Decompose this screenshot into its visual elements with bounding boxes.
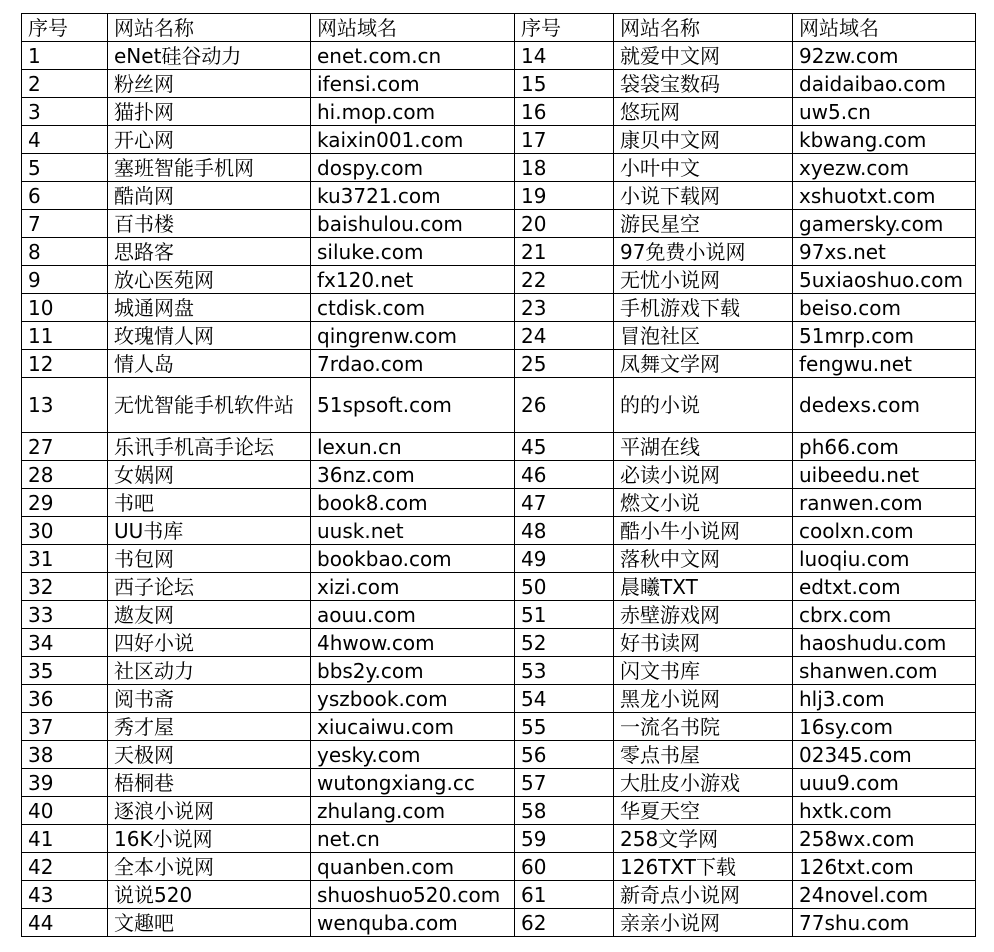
- site-name-cell: 燃文小说: [614, 489, 793, 517]
- index-cell: 34: [22, 629, 108, 657]
- site-domain-cell: baishulou.com: [311, 210, 515, 238]
- index-cell: 39: [22, 769, 108, 797]
- index-cell: 48: [515, 517, 614, 545]
- site-domain-cell: book8.com: [311, 489, 515, 517]
- site-domain-cell: 5uxiaoshuo.com: [793, 266, 976, 294]
- site-domain-cell: aouu.com: [311, 601, 515, 629]
- index-cell: 22: [515, 266, 614, 294]
- index-cell: 27: [22, 433, 108, 461]
- site-name-cell: 一流名书院: [614, 713, 793, 741]
- site-name-cell: 无忧智能手机软件站: [108, 378, 311, 433]
- table-row: [22, 378, 976, 433]
- table-row: [22, 713, 976, 741]
- site-domain-cell: wenquba.com: [311, 909, 515, 937]
- site-name-cell: 游民星空: [614, 210, 793, 238]
- site-name-cell: 梧桐巷: [108, 769, 311, 797]
- index-cell: 45: [515, 433, 614, 461]
- index-cell: 59: [515, 825, 614, 853]
- table-row: [22, 266, 976, 294]
- site-name-cell: 开心网: [108, 126, 311, 154]
- site-name-cell: 97免费小说网: [614, 238, 793, 266]
- site-name-cell: 新奇点小说网: [614, 881, 793, 909]
- site-domain-cell: quanben.com: [311, 853, 515, 881]
- site-domain-cell: xizi.com: [311, 573, 515, 601]
- site-name-cell: 好书读网: [614, 629, 793, 657]
- site-name-cell: 乐讯手机高手论坛: [108, 433, 311, 461]
- site-domain-cell: luoqiu.com: [793, 545, 976, 573]
- site-domain-cell: uusk.net: [311, 517, 515, 545]
- header-site-name-right: 网站名称: [614, 14, 793, 42]
- site-name-cell: 四好小说: [108, 629, 311, 657]
- header-index-left: 序号: [22, 14, 108, 42]
- table-row: [22, 154, 976, 182]
- index-cell: 1: [22, 42, 108, 70]
- site-domain-cell: dedexs.com: [793, 378, 976, 433]
- index-cell: 23: [515, 294, 614, 322]
- index-cell: 54: [515, 685, 614, 713]
- site-domain-cell: cbrx.com: [793, 601, 976, 629]
- table-row: [22, 489, 976, 517]
- index-cell: 42: [22, 853, 108, 881]
- index-cell: 44: [22, 909, 108, 937]
- site-name-cell: 阅书斋: [108, 685, 311, 713]
- site-name-cell: 书吧: [108, 489, 311, 517]
- site-name-cell: 平湖在线: [614, 433, 793, 461]
- index-cell: 28: [22, 461, 108, 489]
- site-domain-cell: shuoshuo520.com: [311, 881, 515, 909]
- site-name-cell: 大肚皮小游戏: [614, 769, 793, 797]
- table-row: [22, 629, 976, 657]
- site-domain-cell: 24novel.com: [793, 881, 976, 909]
- site-domain-cell: uibeedu.net: [793, 461, 976, 489]
- table-body: [22, 42, 976, 937]
- header-site-domain-left: 网站域名: [311, 14, 515, 42]
- index-cell: 13: [22, 378, 108, 433]
- index-cell: 62: [515, 909, 614, 937]
- index-cell: 3: [22, 98, 108, 126]
- site-name-cell: 情人岛: [108, 350, 311, 378]
- index-cell: 33: [22, 601, 108, 629]
- index-cell: 26: [515, 378, 614, 433]
- index-cell: 32: [22, 573, 108, 601]
- table-row: [22, 601, 976, 629]
- website-table: [21, 13, 976, 937]
- site-name-cell: UU书库: [108, 517, 311, 545]
- site-name-cell: 遨友网: [108, 601, 311, 629]
- table-row: [22, 685, 976, 713]
- site-domain-cell: xiucaiwu.com: [311, 713, 515, 741]
- site-name-cell: 逐浪小说网: [108, 797, 311, 825]
- table-row: [22, 294, 976, 322]
- site-name-cell: 晨曦TXT: [614, 573, 793, 601]
- index-cell: 47: [515, 489, 614, 517]
- table-row: [22, 350, 976, 378]
- index-cell: 43: [22, 881, 108, 909]
- site-domain-cell: yesky.com: [311, 741, 515, 769]
- site-name-cell: 文趣吧: [108, 909, 311, 937]
- site-name-cell: 小叶中文: [614, 154, 793, 182]
- site-name-cell: 凤舞文学网: [614, 350, 793, 378]
- site-name-cell: 粉丝网: [108, 70, 311, 98]
- site-name-cell: 袋袋宝数码: [614, 70, 793, 98]
- index-cell: 8: [22, 238, 108, 266]
- site-name-cell: 手机游戏下载: [614, 294, 793, 322]
- site-domain-cell: zhulang.com: [311, 797, 515, 825]
- index-cell: 4: [22, 126, 108, 154]
- site-name-cell: 冒泡社区: [614, 322, 793, 350]
- site-domain-cell: beiso.com: [793, 294, 976, 322]
- site-domain-cell: 97xs.net: [793, 238, 976, 266]
- site-name-cell: 258文学网: [614, 825, 793, 853]
- site-name-cell: 落秋中文网: [614, 545, 793, 573]
- site-name-cell: 零点书屋: [614, 741, 793, 769]
- site-domain-cell: ph66.com: [793, 433, 976, 461]
- site-name-cell: 亲亲小说网: [614, 909, 793, 937]
- site-name-cell: 康贝中文网: [614, 126, 793, 154]
- index-cell: 55: [515, 713, 614, 741]
- site-domain-cell: 4hwow.com: [311, 629, 515, 657]
- site-name-cell: 猫扑网: [108, 98, 311, 126]
- site-domain-cell: daidaibao.com: [793, 70, 976, 98]
- site-name-cell: 无忧小说网: [614, 266, 793, 294]
- index-cell: 19: [515, 182, 614, 210]
- site-name-cell: eNet硅谷动力: [108, 42, 311, 70]
- site-domain-cell: 51mrp.com: [793, 322, 976, 350]
- site-name-cell: 玫瑰情人网: [108, 322, 311, 350]
- index-cell: 5: [22, 154, 108, 182]
- site-name-cell: 小说下载网: [614, 182, 793, 210]
- site-domain-cell: edtxt.com: [793, 573, 976, 601]
- site-name-cell: 说说520: [108, 881, 311, 909]
- index-cell: 14: [515, 42, 614, 70]
- index-cell: 51: [515, 601, 614, 629]
- table-row: [22, 182, 976, 210]
- site-name-cell: 放心医苑网: [108, 266, 311, 294]
- site-name-cell: 126TXT下载: [614, 853, 793, 881]
- site-name-cell: 就爱中文网: [614, 42, 793, 70]
- site-name-cell: 赤壁游戏网: [614, 601, 793, 629]
- site-domain-cell: wutongxiang.cc: [311, 769, 515, 797]
- index-cell: 58: [515, 797, 614, 825]
- index-cell: 17: [515, 126, 614, 154]
- site-domain-cell: xshuotxt.com: [793, 182, 976, 210]
- table-row: [22, 545, 976, 573]
- site-domain-cell: gamersky.com: [793, 210, 976, 238]
- table-row: [22, 461, 976, 489]
- header-site-domain-right: 网站域名: [793, 14, 976, 42]
- table-row: [22, 573, 976, 601]
- table-row: [22, 825, 976, 853]
- header-index-right: 序号: [515, 14, 614, 42]
- site-name-cell: 秀才屋: [108, 713, 311, 741]
- index-cell: 30: [22, 517, 108, 545]
- index-cell: 18: [515, 154, 614, 182]
- site-domain-cell: hlj3.com: [793, 685, 976, 713]
- index-cell: 15: [515, 70, 614, 98]
- site-domain-cell: siluke.com: [311, 238, 515, 266]
- index-cell: 21: [515, 238, 614, 266]
- index-cell: 36: [22, 685, 108, 713]
- table-row: [22, 98, 976, 126]
- index-cell: 9: [22, 266, 108, 294]
- index-cell: 40: [22, 797, 108, 825]
- site-domain-cell: fx120.net: [311, 266, 515, 294]
- table-row: [22, 42, 976, 70]
- index-cell: 41: [22, 825, 108, 853]
- site-domain-cell: 36nz.com: [311, 461, 515, 489]
- site-name-cell: 闪文书库: [614, 657, 793, 685]
- site-domain-cell: ctdisk.com: [311, 294, 515, 322]
- index-cell: 2: [22, 70, 108, 98]
- index-cell: 38: [22, 741, 108, 769]
- site-domain-cell: hxtk.com: [793, 797, 976, 825]
- site-domain-cell: kbwang.com: [793, 126, 976, 154]
- site-domain-cell: hi.mop.com: [311, 98, 515, 126]
- table-row: [22, 238, 976, 266]
- table-row: [22, 769, 976, 797]
- site-name-cell: 16K小说网: [108, 825, 311, 853]
- index-cell: 10: [22, 294, 108, 322]
- site-domain-cell: 7rdao.com: [311, 350, 515, 378]
- site-domain-cell: yszbook.com: [311, 685, 515, 713]
- site-name-cell: 华夏天空: [614, 797, 793, 825]
- index-cell: 37: [22, 713, 108, 741]
- table-row: [22, 909, 976, 937]
- site-name-cell: 书包网: [108, 545, 311, 573]
- site-name-cell: 悠玩网: [614, 98, 793, 126]
- index-cell: 50: [515, 573, 614, 601]
- site-domain-cell: shanwen.com: [793, 657, 976, 685]
- site-domain-cell: ranwen.com: [793, 489, 976, 517]
- table-row: [22, 433, 976, 461]
- site-domain-cell: uuu9.com: [793, 769, 976, 797]
- site-domain-cell: 126txt.com: [793, 853, 976, 881]
- table-row: [22, 322, 976, 350]
- site-name-cell: 天极网: [108, 741, 311, 769]
- index-cell: 31: [22, 545, 108, 573]
- table-row: [22, 853, 976, 881]
- table-row: [22, 741, 976, 769]
- site-name-cell: 百书楼: [108, 210, 311, 238]
- index-cell: 56: [515, 741, 614, 769]
- index-cell: 49: [515, 545, 614, 573]
- site-name-cell: 女娲网: [108, 461, 311, 489]
- site-domain-cell: 16sy.com: [793, 713, 976, 741]
- site-name-cell: 塞班智能手机网: [108, 154, 311, 182]
- site-name-cell: 西子论坛: [108, 573, 311, 601]
- site-name-cell: 必读小说网: [614, 461, 793, 489]
- index-cell: 57: [515, 769, 614, 797]
- site-domain-cell: kaixin001.com: [311, 126, 515, 154]
- table-row: [22, 210, 976, 238]
- site-domain-cell: xyezw.com: [793, 154, 976, 182]
- header-site-name-left: 网站名称: [108, 14, 311, 42]
- site-name-cell: 酷尚网: [108, 182, 311, 210]
- site-domain-cell: lexun.cn: [311, 433, 515, 461]
- site-domain-cell: enet.com.cn: [311, 42, 515, 70]
- site-domain-cell: ifensi.com: [311, 70, 515, 98]
- site-domain-cell: bbs2y.com: [311, 657, 515, 685]
- site-domain-cell: 77shu.com: [793, 909, 976, 937]
- site-name-cell: 全本小说网: [108, 853, 311, 881]
- index-cell: 20: [515, 210, 614, 238]
- site-domain-cell: dospy.com: [311, 154, 515, 182]
- table-row: [22, 70, 976, 98]
- site-domain-cell: net.cn: [311, 825, 515, 853]
- index-cell: 16: [515, 98, 614, 126]
- site-domain-cell: 92zw.com: [793, 42, 976, 70]
- site-name-cell: 酷小牛小说网: [614, 517, 793, 545]
- index-cell: 61: [515, 881, 614, 909]
- index-cell: 25: [515, 350, 614, 378]
- table-row: [22, 517, 976, 545]
- site-domain-cell: 258wx.com: [793, 825, 976, 853]
- table-header-row: [22, 14, 976, 42]
- site-domain-cell: uw5.cn: [793, 98, 976, 126]
- site-domain-cell: ku3721.com: [311, 182, 515, 210]
- index-cell: 53: [515, 657, 614, 685]
- site-domain-cell: fengwu.net: [793, 350, 976, 378]
- table-row: [22, 657, 976, 685]
- index-cell: 46: [515, 461, 614, 489]
- index-cell: 52: [515, 629, 614, 657]
- table-row: [22, 881, 976, 909]
- index-cell: 12: [22, 350, 108, 378]
- site-domain-cell: coolxn.com: [793, 517, 976, 545]
- site-domain-cell: 02345.com: [793, 741, 976, 769]
- site-domain-cell: bookbao.com: [311, 545, 515, 573]
- site-name-cell: 社区动力: [108, 657, 311, 685]
- table-row: [22, 797, 976, 825]
- index-cell: 35: [22, 657, 108, 685]
- site-name-cell: 思路客: [108, 238, 311, 266]
- site-name-cell: 的的小说: [614, 378, 793, 433]
- site-domain-cell: haoshudu.com: [793, 629, 976, 657]
- index-cell: 24: [515, 322, 614, 350]
- index-cell: 60: [515, 853, 614, 881]
- index-cell: 29: [22, 489, 108, 517]
- site-name-cell: 城通网盘: [108, 294, 311, 322]
- index-cell: 11: [22, 322, 108, 350]
- table-row: [22, 126, 976, 154]
- site-name-cell: 黑龙小说网: [614, 685, 793, 713]
- site-domain-cell: 51spsoft.com: [311, 378, 515, 433]
- index-cell: 7: [22, 210, 108, 238]
- index-cell: 6: [22, 182, 108, 210]
- site-domain-cell: qingrenw.com: [311, 322, 515, 350]
